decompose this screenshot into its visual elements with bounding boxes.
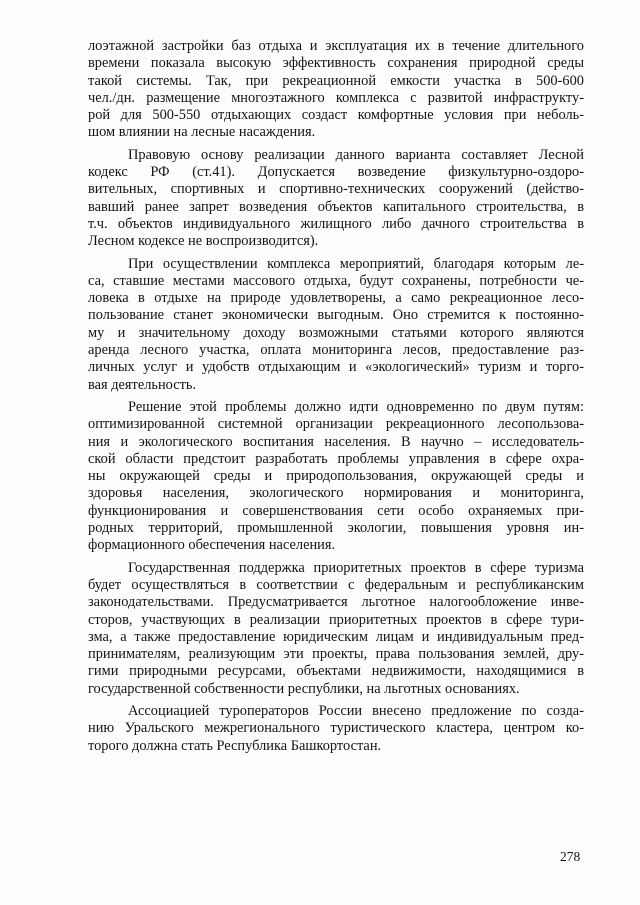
text-line: са, ставшие местами массового отдыха, будут сохранены, потребности че- bbox=[88, 272, 584, 289]
text-line: пользование станет экономически выгодным. Оно стремится к постоянно- bbox=[88, 307, 584, 324]
text-line: шом влиянии на лесные насаждения. bbox=[88, 124, 316, 141]
text-line: вая деятельность. bbox=[88, 376, 197, 393]
text-line: зма, а также предоставление юридическим лицам и индивидуальным пред- bbox=[88, 628, 584, 645]
text-line: аренда лесного участка, оплата мониторинга лесов, предоставление раз- bbox=[88, 342, 584, 359]
text-line: торого должна стать Республика Башкортостан. bbox=[88, 737, 382, 754]
text-line: чел./дн. размещение многоэтажного комплекса с развитой инфраструкту- bbox=[88, 89, 584, 106]
text-line: гими природными ресурсами, объектами недвижимости, находящимися в bbox=[88, 663, 584, 680]
text-line: законодательствами. Предусматривается льготное налогообложение инве- bbox=[88, 594, 584, 611]
text-line: будет осуществляться в соответствии с федеральным и республиканским bbox=[88, 576, 584, 593]
text-line: нию Уральского межрегионального туристического кластера, центром ко- bbox=[88, 720, 584, 737]
text-line: принимателям, реализующим эти проекты, права пользования землей, дру- bbox=[88, 646, 584, 663]
text-line: формационного обеспечения населения. bbox=[88, 537, 336, 554]
text-line: т.ч. объектов индивидуального жилищного либо дачного строительства в bbox=[88, 215, 584, 232]
text-line: ловека в отдыхе на природе удовлетворены, а само рекреационное лесо- bbox=[88, 290, 584, 307]
text-line: Лесном кодексе не воспроизводится). bbox=[88, 233, 319, 250]
text-line: оптимизированной системной организации рекреационного лесопользова- bbox=[88, 416, 584, 433]
paragraph bbox=[88, 38, 584, 142]
paragraph bbox=[88, 147, 584, 251]
text-line: государственной собственности республики, на льготных основаниях. bbox=[88, 680, 520, 697]
text-line: такой системы. Так, при рекреационной емкости участка в 500-600 bbox=[88, 72, 584, 89]
text-line: му и значительному доходу возможными статьями которого являются bbox=[88, 324, 584, 341]
text-line: здоровья населения, экологического нормирования и мониторинга, bbox=[88, 485, 584, 502]
text-line: ской области предстоит разработать проблемы управления в сфере охра- bbox=[88, 450, 584, 467]
paragraph bbox=[88, 256, 584, 394]
text-line: ны окружающей среды и природопользования, окружающей среды и bbox=[88, 468, 584, 485]
text-line: При осуществлении комплекса мероприятий, благодаря которым ле- bbox=[128, 255, 584, 272]
text-line: кодекс РФ (ст.41). Допускается возведение физкультурно-оздоро- bbox=[88, 164, 584, 181]
text-line: лоэтажной застройки баз отдыха и эксплуатация их в течение длительного bbox=[88, 38, 584, 54]
text-line: сторов, участвующих в реализации приоритетных проектов в сфере тури- bbox=[88, 611, 584, 628]
text-line: Ассоциацией туроператоров России внесено предложение по созда- bbox=[128, 702, 584, 719]
text-line: родных территорий, промышленной экологии, повышения уровня ин- bbox=[88, 520, 584, 537]
text-line: вительных, спортивных и спортивно-технических сооружений (действо- bbox=[88, 181, 584, 198]
paragraph bbox=[88, 560, 584, 698]
paragraph bbox=[88, 399, 584, 555]
text-line: Правовую основу реализации данного варианта составляет Лесной bbox=[128, 146, 584, 163]
text-line: времени показала высокую эффективность сохранения природной среды bbox=[88, 55, 584, 72]
text-line: Решение этой проблемы должно идти одновременно по двум путям: bbox=[128, 398, 584, 415]
text-line: рой для 500-550 отдыхающих создаст комфортные условия при неболь- bbox=[88, 107, 584, 124]
text-line: вавший ранее запрет возведения объектов капитального строительства, в bbox=[88, 198, 584, 215]
document-body bbox=[88, 38, 584, 755]
text-line: личных услуг и удобств отдыхающим и «экологический» туризм и торго- bbox=[88, 359, 584, 376]
paragraph bbox=[88, 703, 584, 755]
text-line: функционирования и совершенствования сети особо охраняемых при- bbox=[88, 502, 584, 519]
text-line: ния и экологического воспитания населения. В научно – исследователь- bbox=[88, 433, 584, 450]
text-line: Государственная поддержка приоритетных проектов в сфере туризма bbox=[128, 559, 584, 576]
page-number: 278 bbox=[560, 849, 581, 864]
